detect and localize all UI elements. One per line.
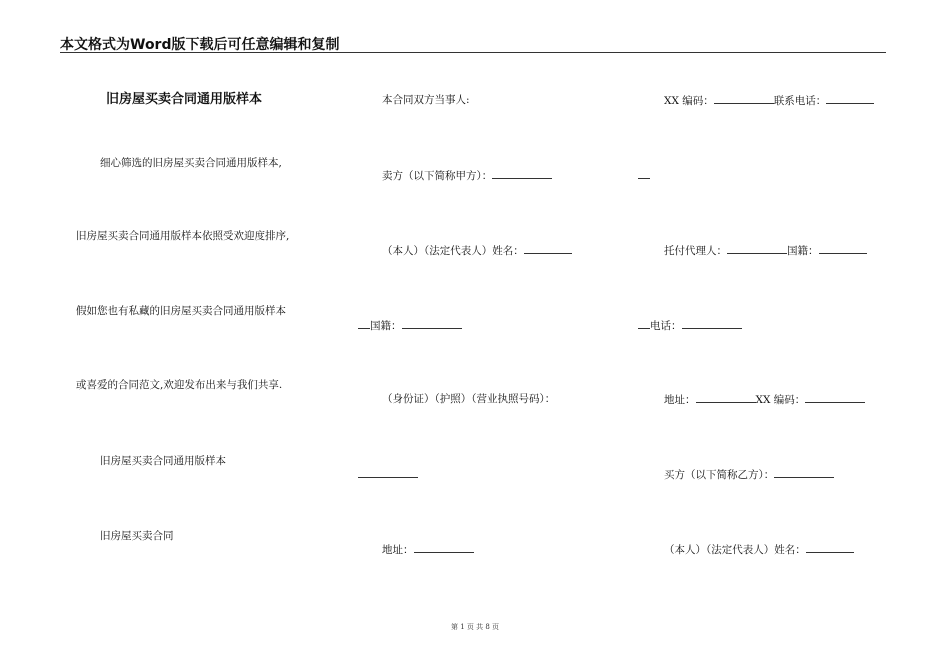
seller-nationality-line	[358, 318, 462, 333]
blank-line-row	[638, 168, 650, 183]
intro-paragraph-line: 旧房屋买卖合同通用版样本依照受欢迎度排序,	[76, 230, 290, 242]
buyer-label-line	[664, 467, 834, 482]
phone-blank	[826, 93, 874, 104]
intro-paragraph-line: 假如您也有私藏的旧房屋买卖合同通用版样本	[76, 305, 286, 317]
intro-paragraph-line: 或喜爱的合同范文,欢迎发布出来与我们共享.	[76, 379, 283, 391]
agent-label: 托付代理人：	[664, 245, 727, 257]
seller-id-line	[382, 392, 555, 406]
header-divider	[60, 52, 886, 53]
agent-phone-blank	[682, 318, 742, 329]
document-title: 旧房屋买卖合同通用版样本	[106, 92, 263, 107]
buyer-name-blank	[806, 542, 854, 553]
seller-address-blank	[414, 542, 474, 553]
seller-postcode-line	[664, 93, 874, 108]
agent-phone-line	[638, 318, 742, 333]
seller-blank	[492, 168, 552, 179]
seller-address-line	[382, 542, 474, 557]
buyer-blank	[774, 467, 834, 478]
intro-paragraph-line: 细心筛选的旧房屋买卖合同通用版样本,	[100, 157, 282, 169]
agent-line	[664, 243, 867, 258]
seller-label-line	[382, 168, 552, 183]
buyer-label: 买方（以下简称乙方）：	[664, 469, 775, 481]
agent-postcode-blank	[805, 392, 865, 403]
agent-phone-label: 电话：	[650, 320, 682, 332]
seller-nationality-label: 国籍：	[370, 320, 402, 332]
seller-name-label: （本人）（法定代表人）姓名：	[382, 245, 524, 257]
agent-address-line	[664, 392, 865, 407]
section-heading: 旧房屋买卖合同	[100, 530, 174, 542]
parties-intro: 本合同双方当事人:	[382, 94, 470, 106]
seller-name-line	[382, 243, 572, 258]
agent-address-blank	[696, 392, 756, 403]
section-heading: 旧房屋买卖合同通用版样本	[100, 455, 226, 467]
postcode-blank	[714, 93, 774, 104]
seller-id-label: （身份证）（护照）（营业执照号码）：	[382, 393, 556, 405]
agent-nationality-blank	[819, 243, 867, 254]
agent-address-label: 地址：	[664, 394, 696, 406]
document-header: 本文格式为Word版下载后可任意编辑和复制	[60, 37, 340, 53]
agent-postcode-label: XX 编码：	[755, 394, 806, 406]
blank-line	[638, 318, 650, 329]
phone-label: 联系电话：	[773, 95, 827, 107]
seller-nationality-blank	[402, 318, 462, 329]
blank-line	[638, 168, 650, 179]
blank-line	[358, 318, 370, 329]
buyer-name-label: （本人）（法定代表人）姓名：	[664, 544, 806, 556]
page-number: 第 1 页 共 8 页	[450, 623, 500, 631]
seller-id-blank	[358, 467, 418, 478]
buyer-name-line	[664, 542, 854, 557]
seller-address-label: 地址：	[382, 544, 414, 556]
seller-id-blank-line	[358, 467, 418, 482]
seller-label: 卖方（以下简称甲方）：	[382, 170, 493, 182]
postcode-label: XX 编码：	[664, 95, 714, 107]
seller-name-blank	[524, 243, 572, 254]
agent-blank	[727, 243, 787, 254]
agent-nationality-label: 国籍：	[787, 245, 819, 257]
